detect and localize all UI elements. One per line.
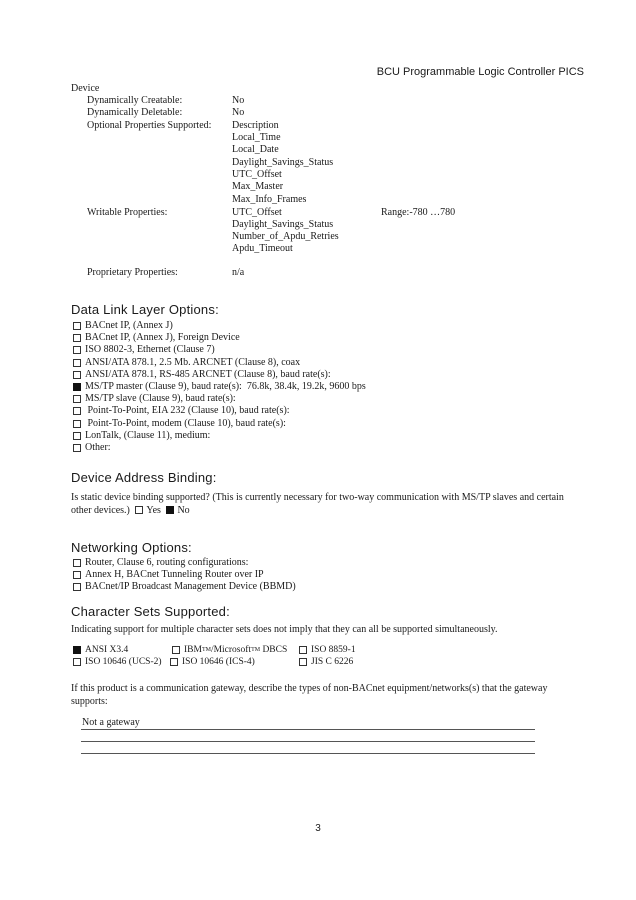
networking-option bbox=[73, 581, 296, 593]
data-link-option bbox=[73, 320, 173, 332]
device-property-value: n/a bbox=[232, 267, 245, 278]
networking-option bbox=[73, 557, 248, 569]
ucs2-checkbox[interactable] bbox=[73, 658, 81, 666]
device-property-label: Optional Properties Supported: bbox=[87, 120, 212, 131]
charset-ansi bbox=[73, 645, 128, 655]
yes-label: Yes bbox=[146, 505, 161, 516]
device-section-title: Device bbox=[71, 83, 100, 94]
charsets-note: Indicating support for multiple character sets does not imply that they can all be supported simultaneously. bbox=[71, 624, 498, 635]
address-binding-question-text: Is static device binding supported? (This is currently necessary for two-way communication with MS/TP slaves and certain other devices.) bbox=[71, 492, 564, 516]
data-link-option bbox=[73, 393, 236, 405]
ibm-checkbox[interactable] bbox=[172, 646, 180, 654]
device-property-value: Max_Master bbox=[232, 181, 284, 192]
device-property-value: Apdu_Timeout bbox=[232, 243, 293, 254]
charsets-heading: Character Sets Supported: bbox=[71, 604, 230, 619]
networking-option bbox=[73, 569, 264, 581]
page-number: 3 bbox=[315, 823, 321, 834]
device-property-value: Max_Info_Frames bbox=[232, 194, 307, 205]
data-link-option bbox=[73, 430, 210, 442]
charset-ics4 bbox=[170, 657, 255, 667]
data-link-option bbox=[73, 369, 331, 381]
gateway-question: If this product is a communication gateway, describe the types of non-BACnet equipment/networks(s) that the gateway supports: bbox=[71, 683, 548, 707]
address-binding-heading: Device Address Binding: bbox=[71, 470, 217, 485]
data-link-label: MS/TP slave (Clause 9), baud rate(s): bbox=[85, 393, 236, 405]
device-property-value: Daylight_Savings_Status bbox=[232, 157, 334, 168]
data-link-checkbox[interactable] bbox=[73, 346, 81, 354]
ibm-tm-2: TM bbox=[251, 647, 261, 653]
networking-heading: Networking Options: bbox=[71, 540, 192, 555]
jis-checkbox[interactable] bbox=[299, 658, 307, 666]
gateway-answer: Not a gateway bbox=[82, 717, 140, 728]
jis-label: JIS C 6226 bbox=[311, 657, 354, 667]
data-link-checkbox[interactable] bbox=[73, 322, 81, 330]
charset-ibm bbox=[172, 645, 287, 655]
charset-iso8859 bbox=[299, 645, 356, 655]
device-property-label: Proprietary Properties: bbox=[87, 267, 178, 278]
device-property-value: Local_Time bbox=[232, 132, 281, 143]
data-link-label: Point-To-Point, EIA 232 (Clause 10), baud rate(s): bbox=[85, 405, 290, 417]
answer-line-3 bbox=[81, 753, 535, 754]
data-link-checkbox[interactable] bbox=[73, 395, 81, 403]
networking-label: Router, Clause 6, routing configurations: bbox=[85, 557, 249, 568]
ucs2-label: ISO 10646 (UCS-2) bbox=[85, 657, 162, 667]
ansi-label: ANSI X3.4 bbox=[85, 645, 129, 655]
data-link-checkbox[interactable] bbox=[73, 371, 81, 379]
data-link-option bbox=[73, 357, 300, 369]
iso8859-checkbox[interactable] bbox=[299, 646, 307, 654]
networking-checkbox[interactable] bbox=[73, 583, 81, 591]
device-property-label: Writable Properties: bbox=[87, 207, 168, 218]
data-link-heading: Data Link Layer Options: bbox=[71, 302, 219, 317]
utc-offset-range: Range:-780 …780 bbox=[381, 207, 456, 218]
data-link-label: Other: bbox=[85, 442, 111, 453]
yes-checkbox[interactable] bbox=[135, 506, 143, 514]
device-property-value: No bbox=[232, 107, 245, 118]
no-label: No bbox=[177, 505, 190, 516]
data-link-option bbox=[73, 332, 240, 344]
data-link-checkbox[interactable] bbox=[73, 359, 81, 367]
answer-line-2 bbox=[81, 741, 535, 742]
data-link-label: BACnet IP, (Annex J) bbox=[85, 320, 173, 331]
device-property-value: Local_Date bbox=[232, 144, 279, 155]
ics4-checkbox[interactable] bbox=[170, 658, 178, 666]
ics4-label: ISO 10646 (ICS-4) bbox=[182, 657, 255, 667]
device-property-label: Dynamically Creatable: bbox=[87, 95, 183, 106]
data-link-label: BACnet IP, (Annex J), Foreign Device bbox=[85, 332, 240, 344]
device-property-value: No bbox=[232, 95, 245, 106]
data-link-option bbox=[73, 381, 366, 393]
iso8859-label: ISO 8859-1 bbox=[311, 645, 356, 655]
data-link-label: ANSI/ATA 878.1, 2.5 Mb. ARCNET (Clause 8), coax bbox=[85, 356, 301, 368]
data-link-checkbox[interactable] bbox=[73, 432, 81, 440]
device-property-value: UTC_Offset bbox=[232, 169, 282, 180]
data-link-option bbox=[73, 344, 215, 356]
data-link-checkbox[interactable] bbox=[73, 334, 81, 342]
device-property-value: Daylight_Savings_Status bbox=[232, 219, 334, 230]
data-link-label: Point-To-Point, modem (Clause 10), baud rate(s): bbox=[85, 417, 286, 429]
networking-label: BACnet/IP Broadcast Management Device (BBMD) bbox=[85, 581, 296, 592]
no-checkbox[interactable] bbox=[166, 506, 174, 514]
data-link-checkbox[interactable] bbox=[73, 383, 81, 391]
ibm-tm-1: TM bbox=[201, 647, 211, 653]
device-property-value: Description bbox=[232, 120, 279, 131]
networking-checkbox[interactable] bbox=[73, 571, 81, 579]
device-property-label: Dynamically Deletable: bbox=[87, 107, 183, 118]
data-link-checkbox[interactable] bbox=[73, 420, 81, 428]
charset-jis bbox=[299, 657, 353, 667]
data-link-label: LonTalk, (Clause 11), medium: bbox=[85, 429, 211, 441]
data-link-option bbox=[73, 405, 290, 417]
ibm-label-c: DBCS bbox=[260, 645, 288, 655]
charset-ucs2 bbox=[73, 657, 162, 667]
data-link-option bbox=[73, 418, 286, 430]
ibm-label-a: IBM bbox=[184, 645, 202, 655]
answer-line-1 bbox=[81, 729, 535, 730]
ansi-checkbox[interactable] bbox=[73, 646, 81, 654]
data-link-label: ISO 8802-3, Ethernet (Clause 7) bbox=[85, 344, 215, 356]
data-link-label: MS/TP master (Clause 9), baud rate(s): 76.8k, 38.4k, 19.2k, 9600 bps bbox=[85, 381, 366, 392]
address-binding-question bbox=[71, 491, 571, 517]
ibm-label-b: /Microsoft bbox=[210, 645, 252, 655]
device-property-value: UTC_Offset bbox=[232, 207, 282, 218]
networking-label: Annex H, BACnet Tunneling Router over IP bbox=[85, 569, 264, 580]
data-link-option bbox=[73, 442, 111, 454]
networking-checkbox[interactable] bbox=[73, 559, 81, 567]
data-link-checkbox[interactable] bbox=[73, 444, 81, 452]
page-header: BCU Programmable Logic Controller PICS bbox=[376, 66, 584, 78]
device-property-value: Number_of_Apdu_Retries bbox=[232, 231, 339, 242]
data-link-checkbox[interactable] bbox=[73, 407, 81, 415]
data-link-label: ANSI/ATA 878.1, RS-485 ARCNET (Clause 8), baud rate(s): bbox=[85, 368, 331, 380]
